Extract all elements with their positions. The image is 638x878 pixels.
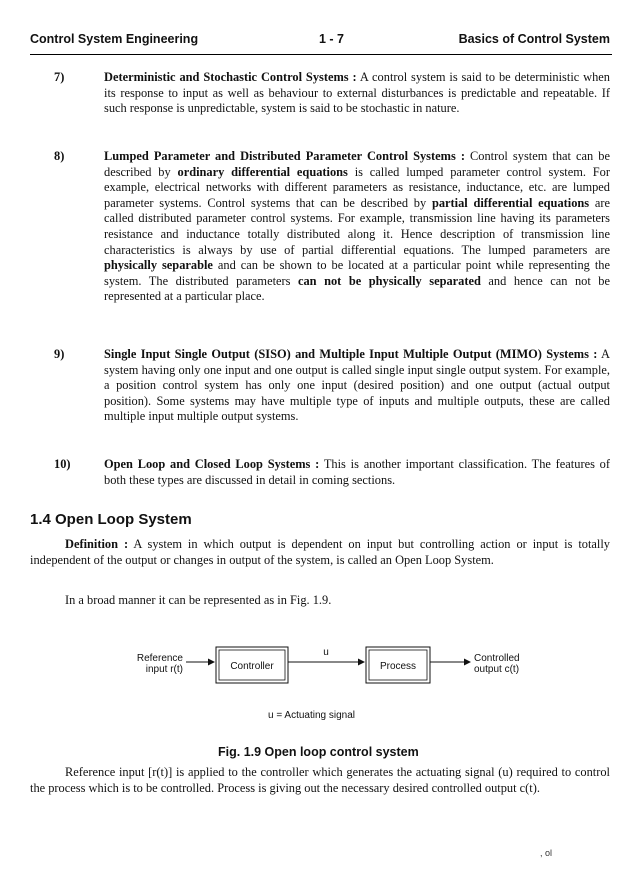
item-body xyxy=(104,70,610,117)
controlled-output-label: output c(t) xyxy=(474,664,520,675)
item-text: and can be shown to be located at a particular point while representing the system. The distributed parameters xyxy=(104,258,610,288)
controlled-output-label: Controlled xyxy=(474,653,520,664)
item-body xyxy=(104,457,610,488)
broad-paragraph: In a broad manner it can be represented as in Fig. 1.9. xyxy=(65,593,332,607)
stray-marks: , ol xyxy=(540,848,553,858)
item-number: 7) xyxy=(54,70,65,84)
actuating-signal-caption: u = Actuating signal xyxy=(268,710,356,721)
reference-input-label: input r(t) xyxy=(145,664,183,675)
list-item-9 xyxy=(54,347,610,425)
closing-paragraph: Reference input [r(t)] is applied to the controller which generates the actuating signal (u) required to control the process which is to be controlled. Process is giving out the necessary desired controlled output c(t). xyxy=(30,765,610,795)
header-chapter-title: Basics of Control System xyxy=(458,32,610,46)
item-text: is called lumped parameter control system. For example, electrical networks with different parameters as resistance, inductance, etc. are lumped parameter systems. Control systems that can be described by xyxy=(104,164,611,210)
reference-input-label: Reference xyxy=(136,653,183,664)
item-text: A system having only one input and one output is called single input single output system. For example, a position control system has only one input (desired position) and one output (actual output position). Some systems may have multiple type of inputs and multiple outputs, these are called multiple input multiple output systems. xyxy=(104,347,610,424)
item-emphasis: partial differential equations xyxy=(431,195,590,210)
header-divider xyxy=(30,54,612,55)
item-number: 10) xyxy=(54,457,71,471)
process-label: Process xyxy=(379,661,417,672)
controller-label: Controller xyxy=(230,661,274,672)
actuating-signal-label: u xyxy=(323,647,329,658)
item-title: Lumped Parameter and Distributed Parameter Control Systems : xyxy=(104,149,465,163)
open-loop-block-diagram xyxy=(0,640,638,720)
list-item-8 xyxy=(54,149,610,305)
item-number: 8) xyxy=(54,149,65,163)
item-emphasis: can not be physically separated xyxy=(297,273,481,288)
item-number: 9) xyxy=(54,347,65,361)
item-title: Single Input Single Output (SISO) and Multiple Input Multiple Output (MIMO) Systems : xyxy=(104,347,598,361)
item-emphasis: ordinary differential equations xyxy=(177,164,348,179)
list-item-7 xyxy=(54,70,610,117)
item-title: Open Loop and Closed Loop Systems : xyxy=(104,457,320,471)
figure-caption: Fig. 1.9 Open loop control system xyxy=(218,745,419,759)
item-text: This is another important classification. The features of both these types are discussed in detail in coming sections. xyxy=(104,457,610,487)
item-text: Control system that can be described by xyxy=(104,149,610,179)
item-emphasis: physically separable xyxy=(104,258,213,273)
header-page-number: 1 - 7 xyxy=(319,32,345,46)
item-text: are called distributed parameter control systems. For example, transmission line having its parameters resistance and inductance totally distributed along it. Hence description of transmission line characteristics is always by use of partial differential equations. The lumped parameters are xyxy=(104,195,610,257)
header-book-title: Control System Engineering xyxy=(30,32,199,46)
definition-label: Definition : xyxy=(65,537,129,551)
section-heading: 1.4 Open Loop System xyxy=(30,511,192,528)
item-body xyxy=(104,347,610,425)
definition-text: A system in which output is dependent on input but controlling action or input is totally independent of the output or changes in output of the system, is called an Open Loop System. xyxy=(30,537,610,567)
item-title: Deterministic and Stochastic Control Systems : xyxy=(104,70,357,84)
definition-paragraph xyxy=(30,537,610,568)
page-header xyxy=(30,32,610,52)
list-item-10 xyxy=(54,457,610,488)
item-text: and hence can not be represented at a particular place. xyxy=(104,273,610,304)
item-text: A control system is said to be deterministic when its response to input as well as behaviour to external disturbances is predictable and repeatable. If such response is unpredictable, system is said to be stochastic in nature. xyxy=(104,70,611,116)
item-body xyxy=(104,149,610,305)
